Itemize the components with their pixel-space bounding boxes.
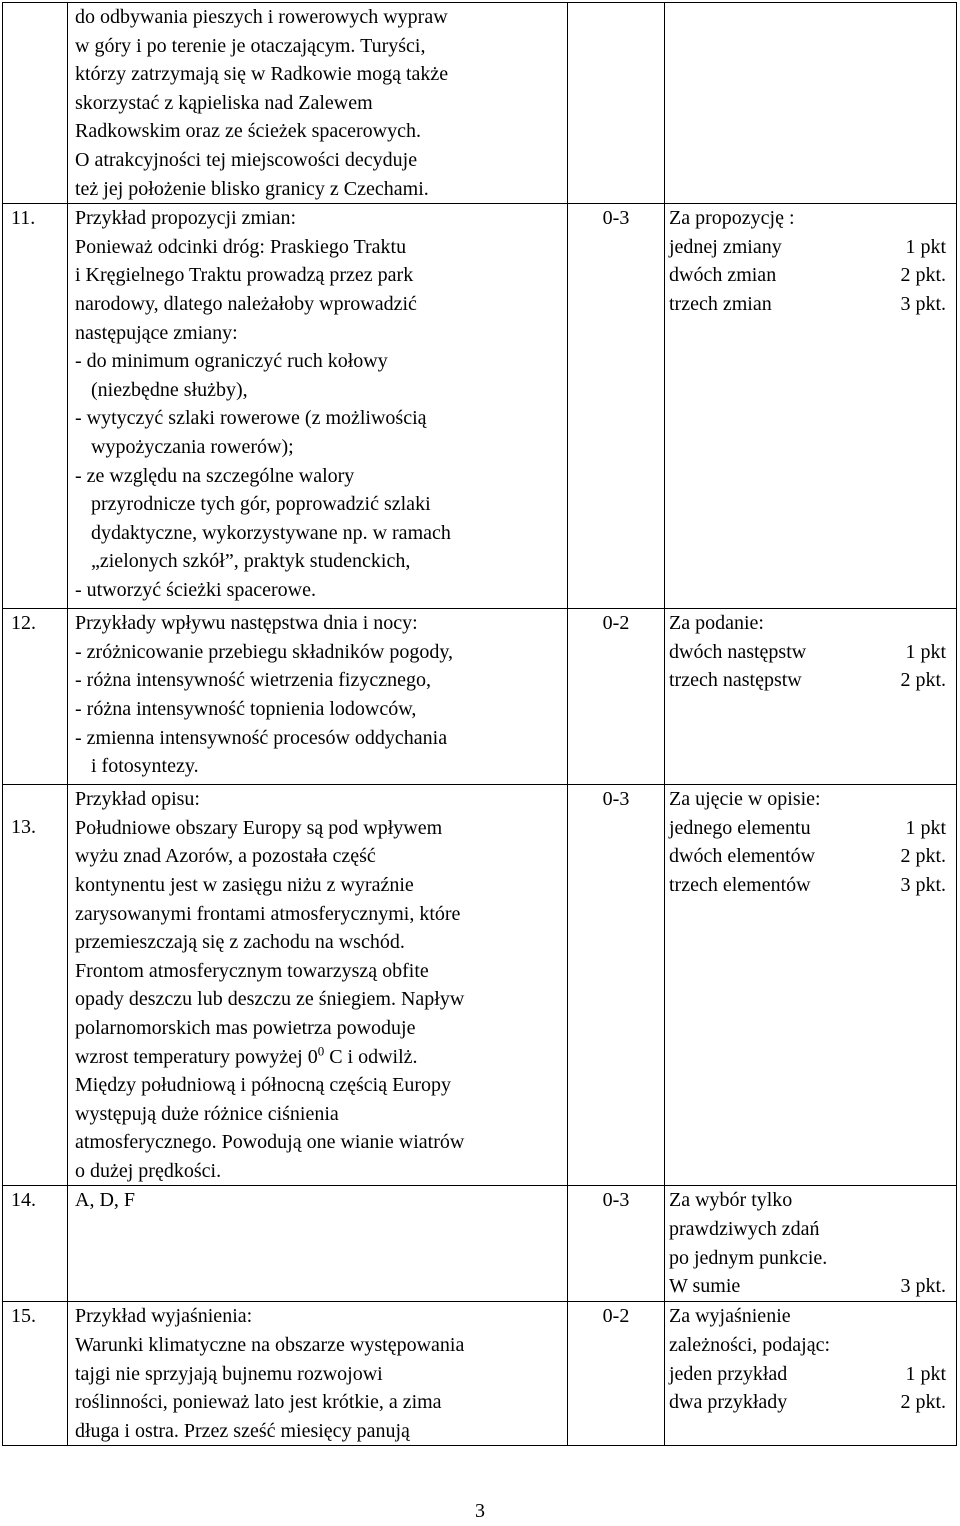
- criteria-label: Za wybór tylko: [669, 1189, 793, 1212]
- criteria-points: 2 pkt.: [900, 1391, 946, 1414]
- criteria-line: [669, 290, 946, 319]
- table-row: [3, 1302, 957, 1446]
- content-line: Radkowskim oraz ze ścieżek spacerowych.: [75, 120, 421, 143]
- content-line: Między południową i północną częścią Europy: [75, 1074, 451, 1097]
- criteria-label: dwóch następstw: [669, 640, 807, 663]
- content-line: Warunki klimatyczne na obszarze występowania: [75, 1334, 465, 1357]
- criteria-label: dwóch zmian: [669, 264, 777, 287]
- criteria-line: [669, 1244, 946, 1273]
- criteria-line: [669, 842, 946, 871]
- criteria-label: dwóch elementów: [669, 845, 816, 868]
- criteria-line: [669, 1302, 946, 1331]
- content-line: długa i ostra. Przez sześć miesięcy panują: [75, 1419, 410, 1442]
- score-range: 0-2: [602, 1305, 630, 1328]
- criteria-line: [669, 609, 946, 638]
- content-line: o dużej prędkości.: [75, 1159, 222, 1182]
- criteria-line: [669, 233, 946, 262]
- criteria-label: zależności, podając:: [669, 1334, 831, 1357]
- answer-content-cell: [68, 3, 568, 204]
- content-line: wypożyczania rowerów);: [91, 435, 294, 458]
- content-line: O atrakcyjności tej miejscowości decyduje: [75, 148, 418, 171]
- content-line: narodowy, dlatego należałoby wprowadzić: [75, 292, 417, 315]
- criteria-line: [669, 666, 946, 695]
- score-range-cell: [568, 1302, 665, 1446]
- content-line: tajgi nie sprzyjają bujnemu rozwojowi: [75, 1362, 383, 1385]
- criteria-line: [669, 1388, 946, 1417]
- criteria-line: [669, 1331, 946, 1360]
- content-line: zarysowanymi frontami atmosferycznymi, które: [75, 902, 461, 925]
- score-range-cell: [568, 3, 665, 204]
- content-line: roślinności, ponieważ lato jest krótkie, a zima: [75, 1391, 442, 1414]
- criteria-label: Za ujęcie w opisie:: [669, 788, 821, 811]
- superscript-zero: 0: [317, 1042, 325, 1058]
- content-text: wzrost temperatury powyżej 0: [75, 1045, 318, 1068]
- criteria-label: jednego elementu: [669, 816, 811, 839]
- content-line: „zielonych szkół”, praktyk studenckich,: [91, 550, 411, 573]
- question-number-cell: [3, 609, 68, 785]
- question-number: 14.: [11, 1189, 36, 1212]
- content-line: opady deszczu lub deszczu ze śniegiem. Napływ: [75, 988, 465, 1011]
- criteria-line: [669, 1186, 946, 1215]
- content-line: dydaktyczne, wykorzystywane np. w ramach: [91, 521, 451, 544]
- content-line: i fotosyntezy.: [91, 755, 199, 778]
- content-line: - utworzyć ścieżki spacerowe.: [75, 578, 316, 601]
- answer-content-cell: [68, 609, 568, 785]
- criteria-cell: [665, 1302, 957, 1446]
- score-range: 0-3: [602, 788, 630, 811]
- criteria-label: W sumie: [669, 1275, 741, 1298]
- content-line: A, D, F: [75, 1189, 136, 1212]
- content-line: Przykład opisu:: [75, 788, 200, 811]
- criteria-label: trzech elementów: [669, 873, 811, 896]
- criteria-cell: [665, 1186, 957, 1302]
- content-line: wyżu znad Azorów, a pozostała część: [75, 845, 376, 868]
- criteria-label: dwa przykłady: [669, 1391, 788, 1414]
- criteria-line: [669, 261, 946, 290]
- criteria-line: [669, 1215, 946, 1244]
- criteria-cell: [665, 609, 957, 785]
- answer-content-cell: [68, 1302, 568, 1446]
- criteria-points: 2 pkt.: [900, 264, 946, 287]
- table-row: [3, 609, 957, 785]
- criteria-line: [669, 785, 946, 814]
- table-row: [3, 785, 957, 1186]
- content-line: atmosferycznego. Powodują one wianie wiatrów: [75, 1131, 465, 1154]
- content-line: występują duże różnice ciśnienia: [75, 1102, 339, 1125]
- question-number: 13.: [11, 816, 36, 839]
- content-line: i Kręgielnego Traktu prowadzą przez park: [75, 264, 414, 287]
- content-line: - do minimum ograniczyć ruch kołowy: [75, 350, 388, 373]
- question-number-cell: [3, 204, 68, 609]
- score-range: 0-2: [602, 612, 630, 635]
- question-number: 11.: [11, 207, 36, 230]
- content-line: kontynentu jest w zasięgu niżu z wyraźnie: [75, 873, 414, 896]
- content-line: - zróżnicowanie przebiegu składników pogody,: [75, 640, 454, 663]
- content-line: Przykład wyjaśnienia:: [75, 1305, 253, 1328]
- content-text: C i odwilż.: [324, 1045, 418, 1068]
- content-line: - zmienna intensywność procesów oddychania: [75, 726, 448, 749]
- question-number: 12.: [11, 612, 36, 635]
- criteria-label: trzech zmian: [669, 292, 772, 315]
- page-number: 3: [475, 1500, 485, 1522]
- answer-content-cell: [68, 1186, 568, 1302]
- criteria-line: [669, 204, 946, 233]
- content-line: skorzystać z kąpieliska nad Zalewem: [75, 91, 373, 114]
- criteria-label: jednej zmiany: [669, 235, 782, 258]
- criteria-label: Za podanie:: [669, 612, 764, 635]
- content-line: [75, 1043, 563, 1072]
- criteria-cell: [665, 785, 957, 1186]
- content-line: następujące zmiany:: [75, 321, 238, 344]
- criteria-points: 3 pkt.: [900, 1275, 946, 1298]
- content-line: też jej położenie blisko granicy z Czechami.: [75, 177, 429, 200]
- answer-content-cell: [68, 204, 568, 609]
- table-row: [3, 204, 957, 609]
- criteria-line: [669, 1272, 946, 1301]
- question-number-cell: [3, 3, 68, 204]
- question-number-cell: [3, 1186, 68, 1302]
- criteria-points: 2 pkt.: [900, 845, 946, 868]
- criteria-line: [669, 1360, 946, 1389]
- score-range-cell: [568, 609, 665, 785]
- criteria-points: 1 pkt: [905, 235, 946, 258]
- score-range: 0-3: [602, 1189, 630, 1212]
- content-line: w góry i po terenie je otaczającym. Turyści,: [75, 34, 426, 57]
- criteria-line: [669, 814, 946, 843]
- criteria-points: 3 pkt.: [900, 873, 946, 896]
- content-line: - ze względu na szczególne walory: [75, 464, 355, 487]
- criteria-cell: [665, 3, 957, 204]
- content-line: Ponieważ odcinki dróg: Praskiego Traktu: [75, 235, 407, 258]
- criteria-label: Za wyjaśnienie: [669, 1305, 791, 1328]
- answer-content-cell: [68, 785, 568, 1186]
- criteria-label: Za propozycję :: [669, 207, 795, 230]
- content-line: przemieszczają się z zachodu na wschód.: [75, 931, 405, 954]
- content-line: przyrodnicze tych gór, poprowadzić szlaki: [91, 493, 431, 516]
- question-number-cell: [3, 1302, 68, 1446]
- criteria-cell: [665, 204, 957, 609]
- table-row: [3, 3, 957, 204]
- content-line: Frontom atmosferycznym towarzyszą obfite: [75, 959, 429, 982]
- criteria-points: 2 pkt.: [900, 669, 946, 692]
- content-line: - różna intensywność topnienia lodowców,: [75, 697, 417, 720]
- criteria-points: 1 pkt: [905, 640, 946, 663]
- criteria-label: prawdziwych zdań: [669, 1218, 820, 1241]
- score-range: 0-3: [602, 207, 630, 230]
- content-line: - różna intensywność wietrzenia fizycznego,: [75, 669, 431, 692]
- answer-key-table: [2, 2, 957, 1446]
- criteria-points: 1 pkt: [905, 816, 946, 839]
- score-range-cell: [568, 1186, 665, 1302]
- criteria-label: po jednym punkcie.: [669, 1246, 828, 1269]
- content-line: Przykłady wpływu następstwa dnia i nocy:: [75, 612, 418, 635]
- question-number: 15.: [11, 1305, 36, 1328]
- score-range-cell: [568, 204, 665, 609]
- criteria-label: trzech następstw: [669, 669, 802, 692]
- content-line: Południowe obszary Europy są pod wpływem: [75, 816, 443, 839]
- content-line: do odbywania pieszych i rowerowych wypraw: [75, 6, 448, 28]
- content-line: polarnomorskich mas powietrza powoduje: [75, 1016, 416, 1039]
- criteria-label: jeden przykład: [669, 1362, 788, 1385]
- content-line: którzy zatrzymają się w Radkowie mogą także: [75, 63, 449, 86]
- criteria-points: 1 pkt: [905, 1362, 946, 1385]
- score-range-cell: [568, 785, 665, 1186]
- criteria-points: 3 pkt.: [900, 292, 946, 315]
- content-line: Przykład propozycji zmian:: [75, 207, 297, 230]
- content-line: - wytyczyć szlaki rowerowe (z możliwością: [75, 407, 427, 430]
- content-line: (niezbędne służby),: [91, 378, 248, 401]
- question-number-cell: [3, 785, 68, 1186]
- criteria-line: [669, 638, 946, 667]
- criteria-line: [669, 871, 946, 900]
- table-row: [3, 1186, 957, 1302]
